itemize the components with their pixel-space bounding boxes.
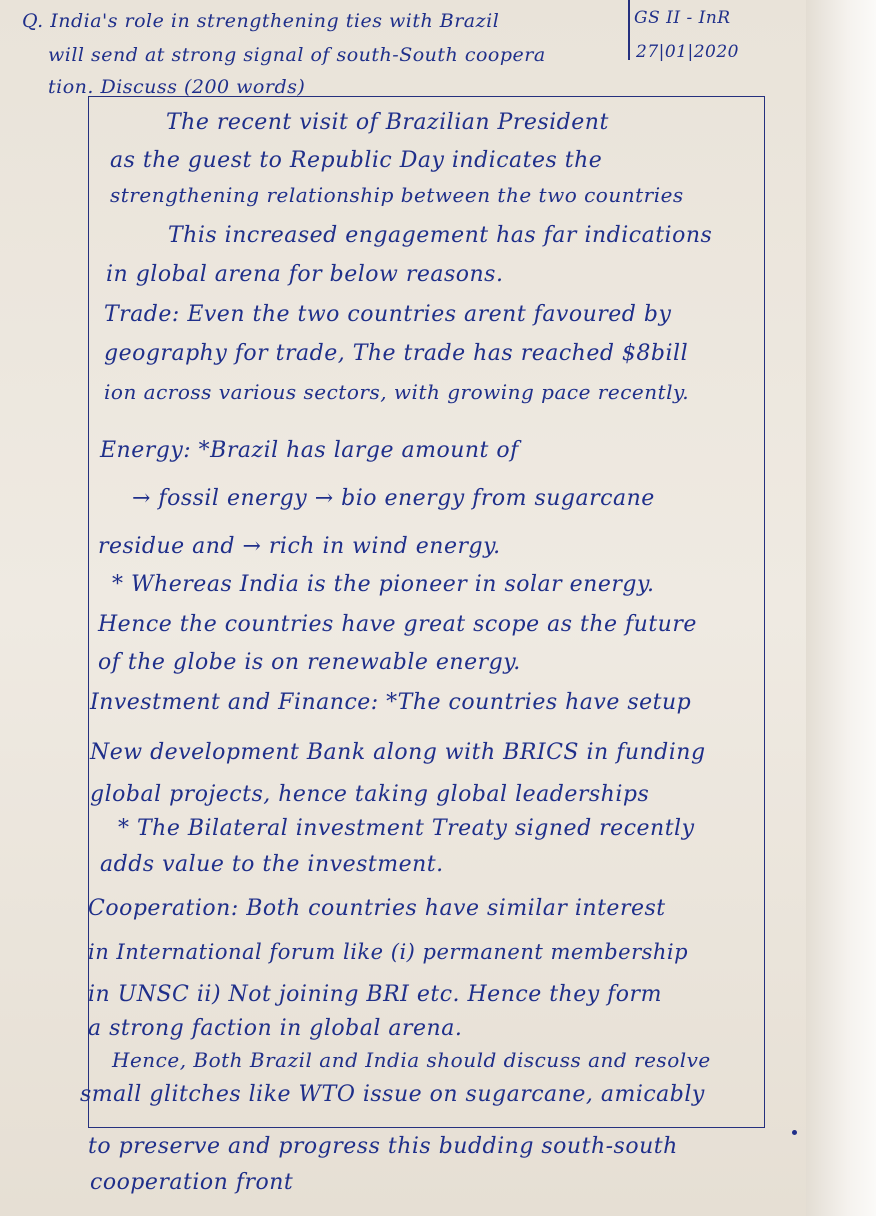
question-line-1: Q. India's role in strengthening ties with Brazil xyxy=(22,10,500,32)
answer-line: New development Bank along with BRICS in funding xyxy=(90,740,706,765)
answer-line: Hence, Both Brazil and India should discuss and resolve xyxy=(112,1048,711,1072)
answer-line: in global arena for below reasons. xyxy=(106,262,504,287)
answer-line: → fossil energy → bio energy from sugarcane xyxy=(132,486,655,511)
answer-line: a strong faction in global arena. xyxy=(88,1016,463,1041)
answer-line: geography for trade, The trade has reached $8bill xyxy=(104,341,689,366)
answer-line: This increased engagement has far indications xyxy=(168,223,713,248)
answer-line: in International forum like (i) permanent membership xyxy=(88,940,689,964)
answer-line: Cooperation: Both countries have similar interest xyxy=(88,896,666,921)
photo-background-edge xyxy=(806,0,876,1216)
answer-line: in UNSC ii) Not joining BRI etc. Hence they form xyxy=(88,982,662,1007)
answer-line: small glitches like WTO issue on sugarcane, amicably xyxy=(80,1082,705,1107)
answer-line: residue and → rich in wind energy. xyxy=(98,534,501,559)
answer-line: to preserve and progress this budding south-south xyxy=(88,1134,678,1159)
ink-dot xyxy=(792,1130,797,1135)
question-line-2: will send at strong signal of south-South coopera xyxy=(48,44,546,66)
answer-line: Trade: Even the two countries arent favoured by xyxy=(104,302,672,327)
question-line-3: tion. Discuss (200 words) xyxy=(48,76,306,98)
answer-line: Hence the countries have great scope as the future xyxy=(98,612,697,637)
subject-tag: GS II - InR xyxy=(634,8,731,28)
answer-line: * Whereas India is the pioneer in solar energy. xyxy=(112,572,655,597)
answer-line: global projects, hence taking global leaderships xyxy=(90,782,650,807)
answer-line: strengthening relationship between the two countries xyxy=(110,183,684,207)
answer-line: cooperation front xyxy=(90,1170,294,1195)
date-tag: 27|01|2020 xyxy=(636,42,739,62)
answer-line: of the globe is on renewable energy. xyxy=(98,650,521,675)
answer-line: * The Bilateral investment Treaty signed recently xyxy=(118,816,695,841)
answer-line: ion across various sectors, with growing pace recently. xyxy=(104,380,690,404)
answer-line: adds value to the investment. xyxy=(100,852,444,877)
answer-line: The recent visit of Brazilian President xyxy=(166,110,609,135)
answer-line: Energy: *Brazil has large amount of xyxy=(100,438,519,463)
header-separator xyxy=(628,0,630,60)
answer-line: as the guest to Republic Day indicates the xyxy=(110,148,603,173)
answer-line: Investment and Finance: *The countries have setup xyxy=(90,690,692,715)
